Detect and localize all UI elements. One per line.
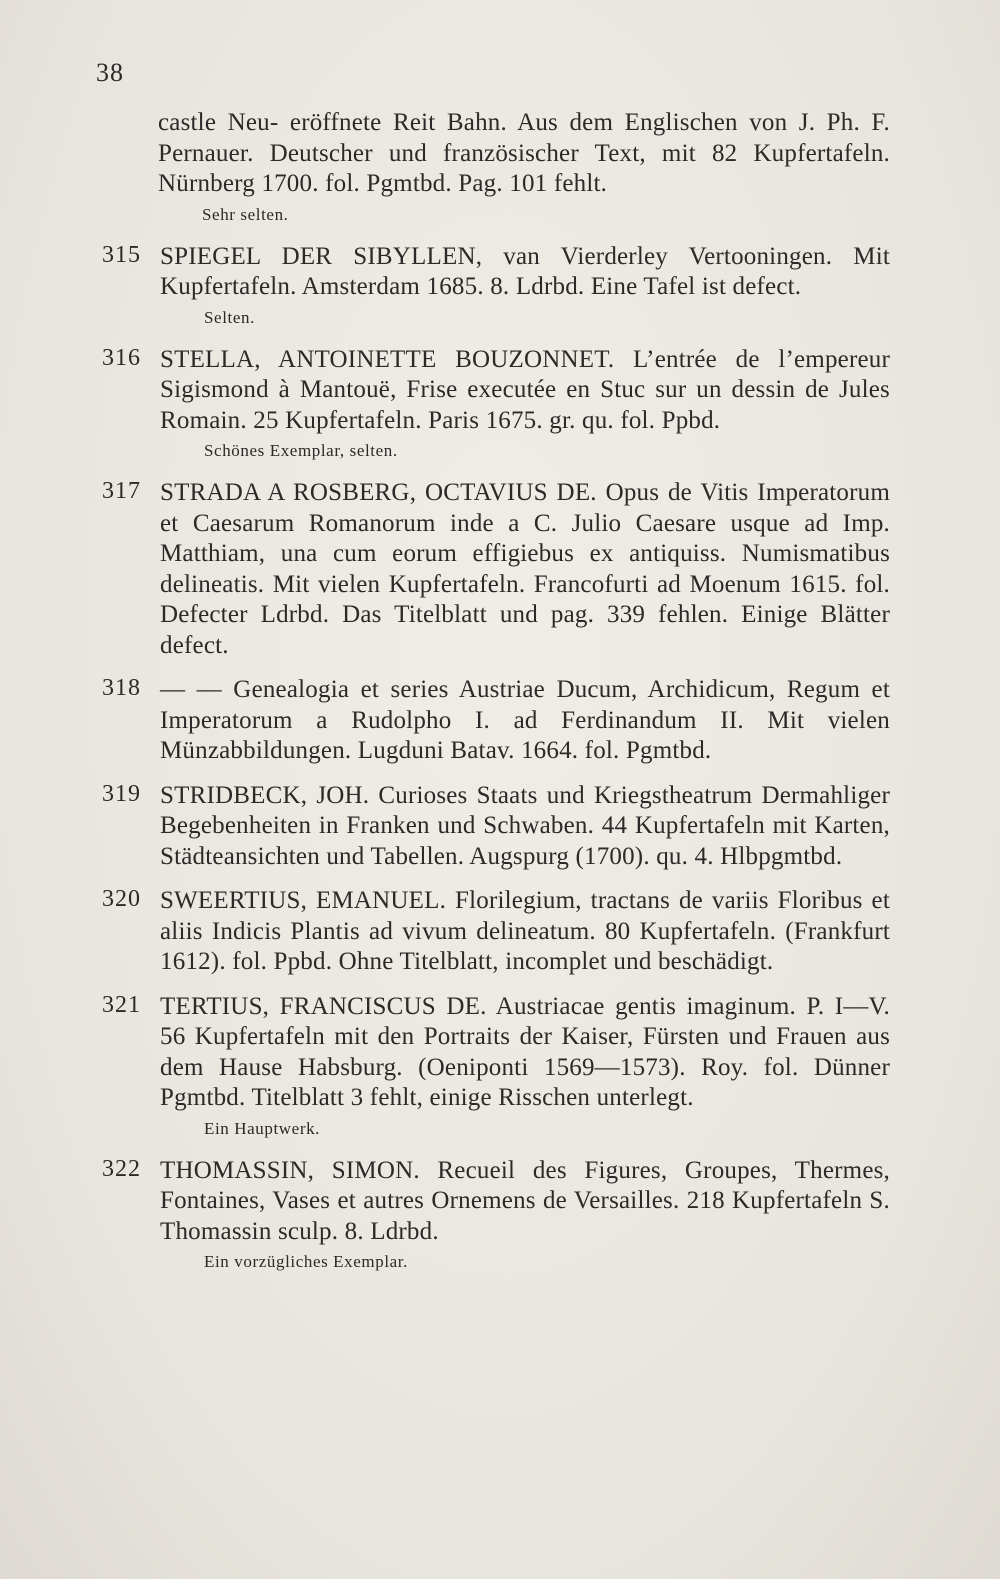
entry-text: SWEERTIUS, EMANUEL. Florilegium, tractans de variis Floribus et aliis Indicis Plantis ad vivum delineatum. 80 Kupfertafeln. (Frankfurt 1612). fol. Ppbd. Ohne Titelblatt, incomplet und beschädigt. — [160, 887, 890, 975]
entry-text: THOMASSIN, SIMON. Recueil des Figures, Groupes, Thermes, Fontaines, Vases et autres Ornemens de Versailles. 218 Kupfertafeln S. Thomassin sculp. 8. Ldrbd. — [160, 1156, 890, 1245]
entry-text: castle Neu- eröffnete Reit Bahn. Aus dem Englischen von J. Ph. F. Pernauer. Deutscher und französischer Text, mit 82 Kupfertafeln. Nürnberg 1700. fol. Pgmtbd. Pag. 101 fehlt. — [158, 109, 890, 197]
entry-text: TERTIUS, FRANCISCUS DE. Austriacae gentis imaginum. P. I—V. 56 Kupfertafeln mit den Portraits der Kaiser, Fürsten und Frauen aus dem Hause Habsburg. (Oeniponti 1569—1573). Roy. fol. Dünner Pgmtbd. Titelblatt 3 fehlt, einige Risschen unterlegt. — [160, 992, 890, 1111]
entry-note: Sehr selten. — [202, 204, 289, 224]
entry-text: STRIDBECK, JOH. Curioses Staats und Kriegstheatrum Dermahliger Begebenheiten in Franken und Schwaben. 44 Kupfertafeln mit Karten, Städteansichten und Tabellen. Augspurg (1700). qu. 4. Hlbpgmtbd. — [160, 781, 890, 870]
entry-text: STELLA, ANTOINETTE BOUZONNET. L’entrée de l’empereur Sigismond à Mantouë, Frise executée en Stuc sur un dessin de Jules Romain. 25 Kupfertafeln. Paris 1675. gr. qu. fol. Ppbd. — [160, 345, 890, 434]
entry-number: 321 — [102, 991, 141, 1018]
entry-note: Schönes Exemplar, selten. — [204, 441, 398, 460]
entry-number: 317 — [102, 478, 141, 504]
entry-number: 318 — [102, 675, 141, 701]
entry-note: Selten. — [204, 307, 255, 327]
entry-text: STRADA A ROSBERG, OCTAVIUS DE. Opus de Vitis Imperatorum et Caesarum Romanorum inde a C. Julio Caesare usque ad Imp. Matthiam, una cum eorum effigiebus ex antiquiss. Numismatibus delineatis. Mit vielen Kupfertafeln. Francofurti ad Moenum 1615. fol. Defecter Ldrbd. Das Titelblatt und pag. 339 fehlen. Einige Blätter defect. — [160, 479, 890, 659]
catalog-entry-320 — [100, 886, 890, 978]
entry-number: 315 — [102, 241, 141, 268]
catalog-entry-322 — [100, 1156, 890, 1276]
catalog-entry-317 — [100, 478, 890, 661]
catalog-entry-318 — [100, 675, 890, 767]
page-number: 38 — [96, 58, 124, 87]
entry-note: Ein vorzügliches Exemplar. — [204, 1252, 408, 1271]
catalog-entry-319 — [100, 781, 890, 873]
entry-text: — — Genealogia et series Austriae Ducum, Archidicum, Regum et Imperatorum a Rudolpho I. ad Ferdinandum II. Mit vielen Münzabbildungen. Lugduni Batav. 1664. fol. Pgmtbd. — [160, 676, 890, 764]
catalog-entry-321 — [100, 992, 890, 1142]
entry-number: 322 — [102, 1155, 141, 1182]
catalog-entry-316 — [100, 345, 890, 465]
catalog-entry-continuation — [100, 108, 890, 228]
entry-note: Ein Hauptwerk. — [204, 1118, 321, 1138]
catalog-entry-315 — [100, 242, 890, 331]
entry-text: SPIEGEL DER SIBYLLEN, van Vierderley Vertooningen. Mit Kupfertafeln. Amsterdam 1685. 8. Ldrbd. Eine Tafel ist defect. — [160, 242, 890, 300]
entry-number: 316 — [102, 344, 141, 371]
entry-list — [100, 108, 890, 1289]
entry-number: 319 — [102, 780, 141, 807]
entry-number: 320 — [102, 886, 141, 912]
